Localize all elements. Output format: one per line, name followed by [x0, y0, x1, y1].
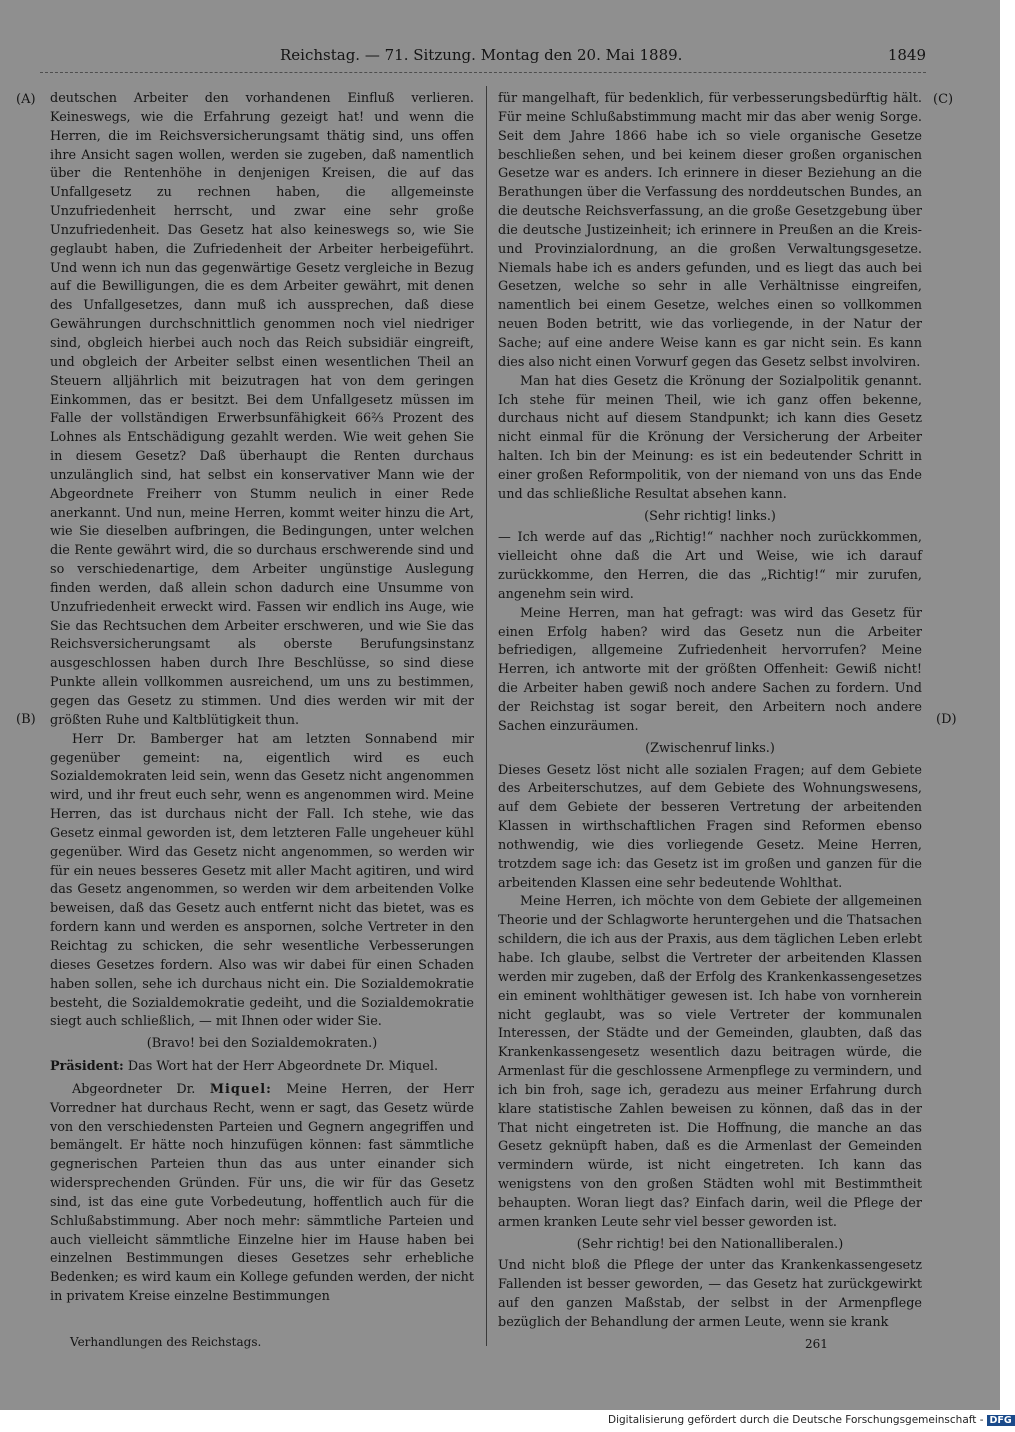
credit-text: Digitalisierung gefördert durch die Deutsche Forschungsgemeinschaft -: [608, 1414, 984, 1426]
paragraph: Und nicht bloß die Pflege der unter das Krankenkassengesetz Fallenden ist besser geworden, — das Gesetz hat zurückgewirkt auf den ganzen Maßstab, der selbst in der Armenpflege bezüglich der Behandlung der armen Leute, wenn sie krank: [498, 1258, 922, 1330]
margin-marker-b: (B): [16, 712, 36, 727]
left-column: [50, 90, 474, 1307]
interjection: (Sehr richtig! links.): [644, 508, 776, 524]
interjection: (Bravo! bei den Sozialdemokraten.): [146, 1036, 378, 1052]
margin-marker-a: (A): [16, 92, 36, 107]
interjection: (Zwischenruf links.): [645, 740, 775, 756]
paragraph: deutschen Arbeiter den vorhandenen Einfluß verlieren. Keineswegs, wie die Erfahrung gezeigt hat! und wenn die Herren, die im Reichsversicherungsamt thätig sind, uns offen ihre Ansicht sagen wollen, werden sie zugeben, daß namentlich über die Rentenhöhe in denjenigen Kreisen, die auf das Unfallgesetz zu rechnen haben, die allgemeinste Unzufriedenheit herrscht, und zwar eine sehr große Unzufriedenheit. Das Gesetz hat also keineswegs so, wie Sie geglaubt haben, die Zufriedenheit der Arbeiter herbeigeführt. Und wenn ich nun das gegenwärtige Gesetz vergleiche in Bezug auf die Bewilligungen, die es dem Arbeiter gewährt, mit denen des Unfallgesetzes, dann muß ich aussprechen, daß diese Gewährungen durchschnittlich genommen noch viel niedriger sind, obgleich hierbei auch noch das Reich subsidiär eingreift, und obgleich der Arbeiter selbst einen wesentlichen Theil an Steuern alljährlich mit beizutragen hat von dem geringen Einkommen, das er besitzt. Bei dem Unfallgesetz müssen im Falle der vollständigen Erwerbsunfähigkeit 66⅔ Prozent des Lohnes als Entschädigung gezahlt werden. Wie weit gehen Sie in diesem Gesetz? Daß überhaupt die Renten durchaus unzulänglich sind, hat selbst ein konservativer Mann wie der Abgeordnete Freiherr von Stumm neulich in einer Rede anerkannt. Und nun, meine Herren, kommt weiter hinzu die Art, wie Sie dieselben aufbringen, die Bedingungen, unter welchen die Rente gewährt wird, die so durchaus erschwerende sind und so verschiedenartige, dem Arbeiter ungünstige Auslegung finden werden, daß allein schon dadurch eine Unsumme von Unzufriedenheit erweckt wird. Fassen wir endlich ins Auge, wie Sie das Rechtsuchen dem Arbeiter erschweren, und wie Sie das Reichsversicherungsamt als oberste Berufungsinstanz ausgeschlossen haben durch Ihre Beschlüsse, so sind diese Punkte allein vollkommen ausreichend, um uns zu bestimmen, gegen das Gesetz zu stimmen. Und dies werden wir mit der größten Ruhe und Kaltblütigkeit thun.: [50, 91, 474, 728]
speaker-name: Miquel:: [209, 1081, 272, 1097]
page-header: [60, 46, 926, 70]
interjection: (Sehr richtig! bei den Nationalliberalen.): [576, 1236, 844, 1252]
paragraph: Herr Dr. Bamberger hat am letzten Sonnabend mir gegenüber gemeint: na, eigentlich wird es euch Sozialdemokraten leid sein, wenn das Gesetz nicht angenommen wird, und ihr freut euch sehr, wenn es angenommen wird. Meine Herren, das ist durchaus nicht der Fall. Ich stehe, wie das Gesetz einmal geworden ist, dem letzteren Falle ungeheuer kühl gegenüber. Wird das Gesetz nicht angenommen, so werden wir für ein neues besseres Gesetz mit aller Macht agitiren, und wird das Gesetz angenommen, so werden wir dem arbeitenden Volke beweisen, daß das Gesetz auch entfernt nicht das bietet, was es fordern kann und werden es anspornen, solche Vertreter in den Reichtag zu schicken, die sehr wesentliche Verbesserungen dieses Gesetzes fordern. Also was wir dabei für einen Schaden haben sollen, sehe ich durchaus nicht ein. Die Sozialdemokratie besteht, die Sozialdemokratie gedeiht, und die Sozialdemokratie siegt auch schließlich, — mit Ihnen oder wider Sie.: [50, 731, 474, 1030]
paragraph: Dieses Gesetz löst nicht alle sozialen Fragen; auf dem Gebiete des Arbeiterschutzes, auf dem Gebiete des Wohnungswesens, auf dem Gebiete der besseren Vertretung der arbeitenden Klassen in wirthschaftlichen Fragen sind Reformen ebenso nothwendig, wie dies vorliegende Gesetz. Meine Herren, trotzdem sage ich: das Gesetz ist im großen und ganzen für die arbeitenden Klassen eine sehr bedeutende Wohlthat.: [498, 762, 922, 891]
dfg-logo: DFG: [987, 1415, 1015, 1426]
president-label: Präsident:: [50, 1059, 124, 1075]
paragraph: Meine Herren, ich möchte von dem Gebiete der allgemeinen Theorie und der Schlagworte heruntergehen und die Thatsachen schildern, die ich aus der Praxis, aus dem täglichen Leben erlebt habe. Ich glaube, selbst die Vertreter der arbeitenden Klassen werden mir zugeben, daß der Erfolg des Krankenkassengesetzes ein eminent wohlthätiger gewesen ist. Ich habe von vornherein nicht geglaubt, was so viele Vertreter der kommunalen Interessen, der Städte und der Gemeinden, glaubten, daß das Krankenkassengesetz wesentlich dazu beitragen würde, die Armenlast für die geschlossene Armenpflege zu vermindern, und ich bin froh, sage ich, geradezu aus meiner Erfahrung durch klare statistische Zahlen beweisen zu können, daß das in der That nicht eingetreten ist. Die Hoffnung, die manche an das Gesetz geknüpft haben, daß es die Armenlast der Gemeinden vermindern würde, ist nicht eingetreten. Ich kann das wenigstens von den großen Städten wohl mit Bestimmtheit behaupten. Woran liegt das? Einfach darin, weil die Pflege der armen kranken Leute sehr viel besser geworden ist.: [498, 894, 922, 1230]
column-divider: [486, 86, 487, 1346]
sheet-number: 261: [805, 1337, 828, 1351]
president-text: Das Wort hat der Herr Abgeordnete Dr. Miquel.: [127, 1059, 439, 1075]
speaker-paragraph: [50, 1081, 474, 1307]
page-number: 1849: [887, 46, 926, 64]
paragraph: — Ich werde auf das „Richtig!“ nachher noch zurückkommen, vielleicht ohne daß die Art und Weise, wie ich darauf zurückkomme, den Herren, die das „Richtig!“ mir zurufen, angenehm sein wird.: [498, 530, 922, 602]
speaker-prefix: Abgeordneter Dr.: [72, 1081, 196, 1097]
margin-marker-d: (D): [936, 712, 957, 727]
margin-marker-c: (C): [933, 92, 954, 107]
paragraph: Meine Herren, man hat gefragt: was wird das Gesetz für einen Erfolg haben? wird das Gesetz nun die Arbeiter befriedigen, allgemeine Zufriedenheit hervorrufen? Meine Herren, ich antworte mit der größten Offenheit: Gewiß nicht! die Arbeiter haben gewiß noch andere Sachen zu fordern. Und der Reichstag ist sogar bereit, den Arbeitern noch andere Sachen einzuräumen.: [498, 605, 922, 734]
paragraph: für mangelhaft, für bedenklich, für verbesserungsbedürftig hält. Für meine Schlußabstimmung macht mir das aber wenig Sorge. Seit dem Jahre 1866 habe ich so viele organische Gesetze beschließen sehen, und bei keinem dieser großen organischen Gesetze war es anders. Ich erinnere in dieser Beziehung an die Berathungen über die Verfassung des norddeutschen Bundes, an die deutsche Reichsverfassung, an die große Gesetzgebung über die deutsche Justizeinheit; ich erinnere in Preußen an die Kreis- und Provinzialordnung, an die großen Verwaltungsgesetze. Niemals habe ich es anders gefunden, und es liegt das auch bei Gesetzen, welche so sehr in alle Verhältnisse eingreifen, namentlich bei einem Gesetze, welches einen so vollkommen neuen Boden betritt, wie das vorliegende, in der Natur der Sache; auf eine andere Weise kann es gar nicht sein. Es kann dies also nicht einen Vorwurf gegen das Gesetz selbst involviren.: [498, 91, 922, 370]
digitization-credit: [608, 1414, 1015, 1426]
paragraph-text: Meine Herren, der Herr Vorredner hat durchaus Recht, wenn er sagt, das Gesetz würde von den verschiedensten Parteien und Gegnern angegriffen und bemängelt. Er hätte noch hinzufügen können: fast sämmtliche gegnerischen Parteien thun das aus unter einander sich widersprechenden Gründen. Für uns, die wir für das Gesetz sind, ist das eine gute Vorbedeutung, hoffentlich auch für die Schlußabstimmung. Aber noch mehr: sämmtliche Parteien und auch vielleicht sämmtliche Einzelne hier im Hause haben bei einzelnen Bestimmungen dieses Gesetzes sehr erhebliche Bedenken; es wird kaum ein Kollege gefunden werden, der nicht in privatem Kreise einzelne Bestimmungen: [50, 1081, 474, 1305]
header-rule: [40, 72, 926, 73]
paragraph: Man hat dies Gesetz die Krönung der Sozialpolitik genannt. Ich stehe für meinen Theil, wie ich ganz offen bekenne, durchaus nicht auf diesem Standpunkt; ich kann dies Gesetz nicht einmal für die Krönung der Versicherung der Arbeiter halten. Ich bin der Meinung: es ist ein bedeutender Schritt in einer großen Reformpolitik, von der niemand von uns das Ende und das schließliche Resultat absehen kann.: [498, 373, 922, 502]
president-statement: [50, 1058, 474, 1077]
right-column: [498, 90, 922, 1333]
running-title: Reichstag. — 71. Sitzung. Montag den 20. Mai 1889.: [280, 46, 683, 64]
page-signature: Verhandlungen des Reichstags.: [70, 1335, 262, 1349]
